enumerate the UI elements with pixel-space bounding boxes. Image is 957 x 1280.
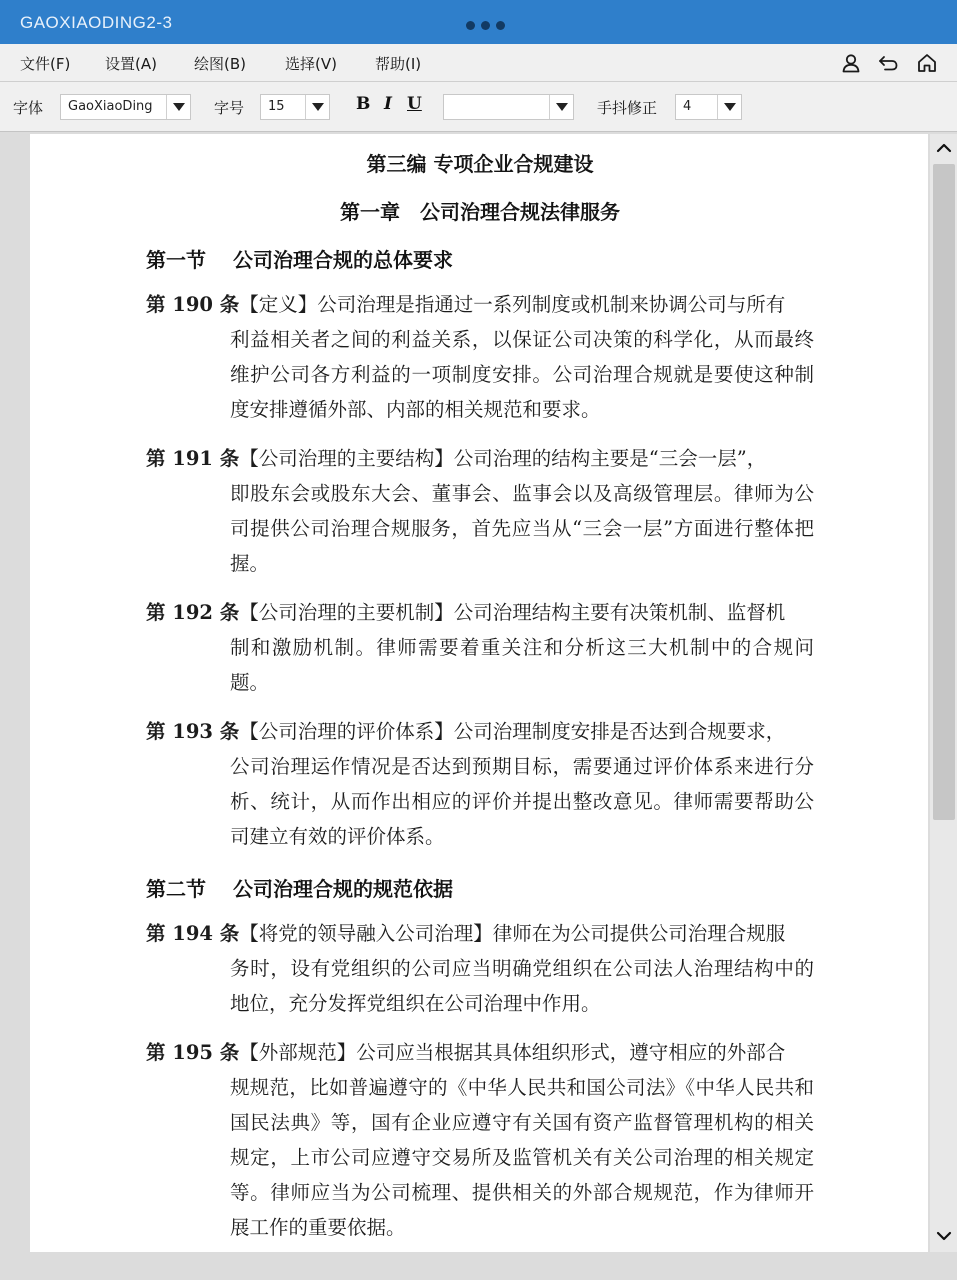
chevron-down-icon[interactable]: [717, 95, 741, 119]
article-text: 制和激励机制。律师需要着重关注和分析这三大机制中的合规问题。: [230, 636, 814, 694]
menu-select[interactable]: 选择(V): [285, 55, 337, 73]
article-text: 即股东会或股东大会、董事会、监事会以及高级管理层。律师为公司提供公司治理合规服务，首先应当从“三会一层”方面进行整体把握。: [230, 482, 814, 575]
menu-draw[interactable]: 绘图(B): [194, 55, 246, 73]
title-bar: [0, 0, 957, 44]
article-text: 【公司治理的主要机制】公司治理结构主要有决策机制、监督机: [239, 601, 786, 624]
article: [146, 595, 814, 700]
article-number: 第 194 条: [146, 922, 240, 945]
chevron-down-icon[interactable]: [305, 95, 329, 119]
article-text: 【公司治理的评价体系】公司治理制度安排是否达到合规要求，: [239, 720, 786, 743]
chevron-down-icon[interactable]: [166, 95, 190, 119]
color-select[interactable]: [443, 94, 574, 120]
article-text: 【将党的领导融入公司治理】律师在为公司提供公司治理合规服: [239, 922, 786, 945]
article-text: 利益相关者之间的利益关系，以保证公司决策的科学化，从而最终维护公司各方利益的一项制度安排。公司治理合规就是要使这种制度安排遵循外部、内部的相关规范和要求。: [230, 328, 814, 421]
article-number: 第 195 条: [146, 1041, 240, 1064]
home-icon[interactable]: [916, 52, 938, 74]
article: [146, 916, 814, 1021]
italic-button[interactable]: I: [384, 94, 392, 114]
chevron-down-icon[interactable]: [549, 95, 573, 119]
underline-button[interactable]: U: [407, 94, 422, 114]
bold-button[interactable]: B: [356, 94, 371, 114]
article-text: 务时，设有党组织的公司应当明确党组织在公司法人治理结构中的地位，充分发挥党组织在公司治理中作用。: [230, 957, 814, 1015]
article-text: 【外部规范】公司应当根据其具体组织形式，遵守相应的外部合: [239, 1041, 786, 1064]
menu-bar: [0, 44, 957, 82]
user-icon[interactable]: [840, 52, 862, 74]
menu-help[interactable]: 帮助(I): [375, 55, 422, 73]
article-text: 【公司治理的主要结构】公司治理的结构主要是“三会一层”，: [239, 447, 767, 470]
chevron-down-icon[interactable]: [934, 1226, 954, 1246]
chevron-up-icon[interactable]: [934, 138, 954, 158]
article: [146, 714, 814, 854]
menu-settings[interactable]: 设置(A): [105, 55, 157, 73]
article-number: 第 190 条: [146, 293, 240, 316]
size-select[interactable]: [260, 94, 330, 120]
part-title: 第三编 专项企业合规建设: [366, 152, 594, 176]
window-title: GAOXIAODING2-3: [20, 13, 173, 32]
article-text: 规规范，比如普遍遵守的《中华人民共和国公司法》《中华人民共和国民法典》等，国有企业应遵守有关国有资产监督管理机构的相关规定，上市公司应遵守交易所及监管机关有关公司治理的相关规定等。律师应当为公司梳理、提供相关的外部合规规范，作为律师开展工作的重要依据。: [230, 1076, 814, 1239]
correction-select[interactable]: [675, 94, 742, 120]
font-label: 字体: [13, 99, 44, 117]
size-select-value: 15: [268, 99, 285, 114]
scrollbar-thumb[interactable]: [933, 164, 955, 820]
format-toolbar: [0, 82, 957, 132]
article-number: 第 193 条: [146, 720, 240, 743]
chapter-title: 第一章 公司治理合规法律服务: [340, 200, 620, 224]
undo-icon[interactable]: [877, 52, 899, 74]
article: [146, 287, 814, 427]
article: [146, 1035, 814, 1245]
size-label: 字号: [214, 99, 245, 117]
article-text: 【定义】公司治理是指通过一系列制度或机制来协调公司与所有: [239, 293, 786, 316]
article-number: 第 192 条: [146, 601, 240, 624]
window-options-icon[interactable]: [466, 21, 505, 30]
article: [146, 441, 814, 581]
correction-select-value: 4: [683, 99, 692, 114]
article-text: 公司治理运作情况是否达到预期目标，需要通过评价体系来进行分析、统计，从而作出相应的评价并提出整改意见。律师需要帮助公司建立有效的评价体系。: [230, 755, 814, 848]
vertical-scrollbar[interactable]: [930, 134, 957, 1252]
article-number: 第 191 条: [146, 447, 240, 470]
document-page[interactable]: [30, 134, 928, 1252]
menu-file[interactable]: 文件(F): [20, 55, 71, 73]
correction-label: 手抖修正: [597, 99, 658, 117]
font-select[interactable]: [60, 94, 191, 120]
section-title: 第一节 公司治理合规的总体要求: [146, 248, 453, 272]
section-title: 第二节 公司治理合规的规范依据: [146, 877, 453, 901]
font-select-value: GaoXiaoDing: [68, 99, 153, 114]
